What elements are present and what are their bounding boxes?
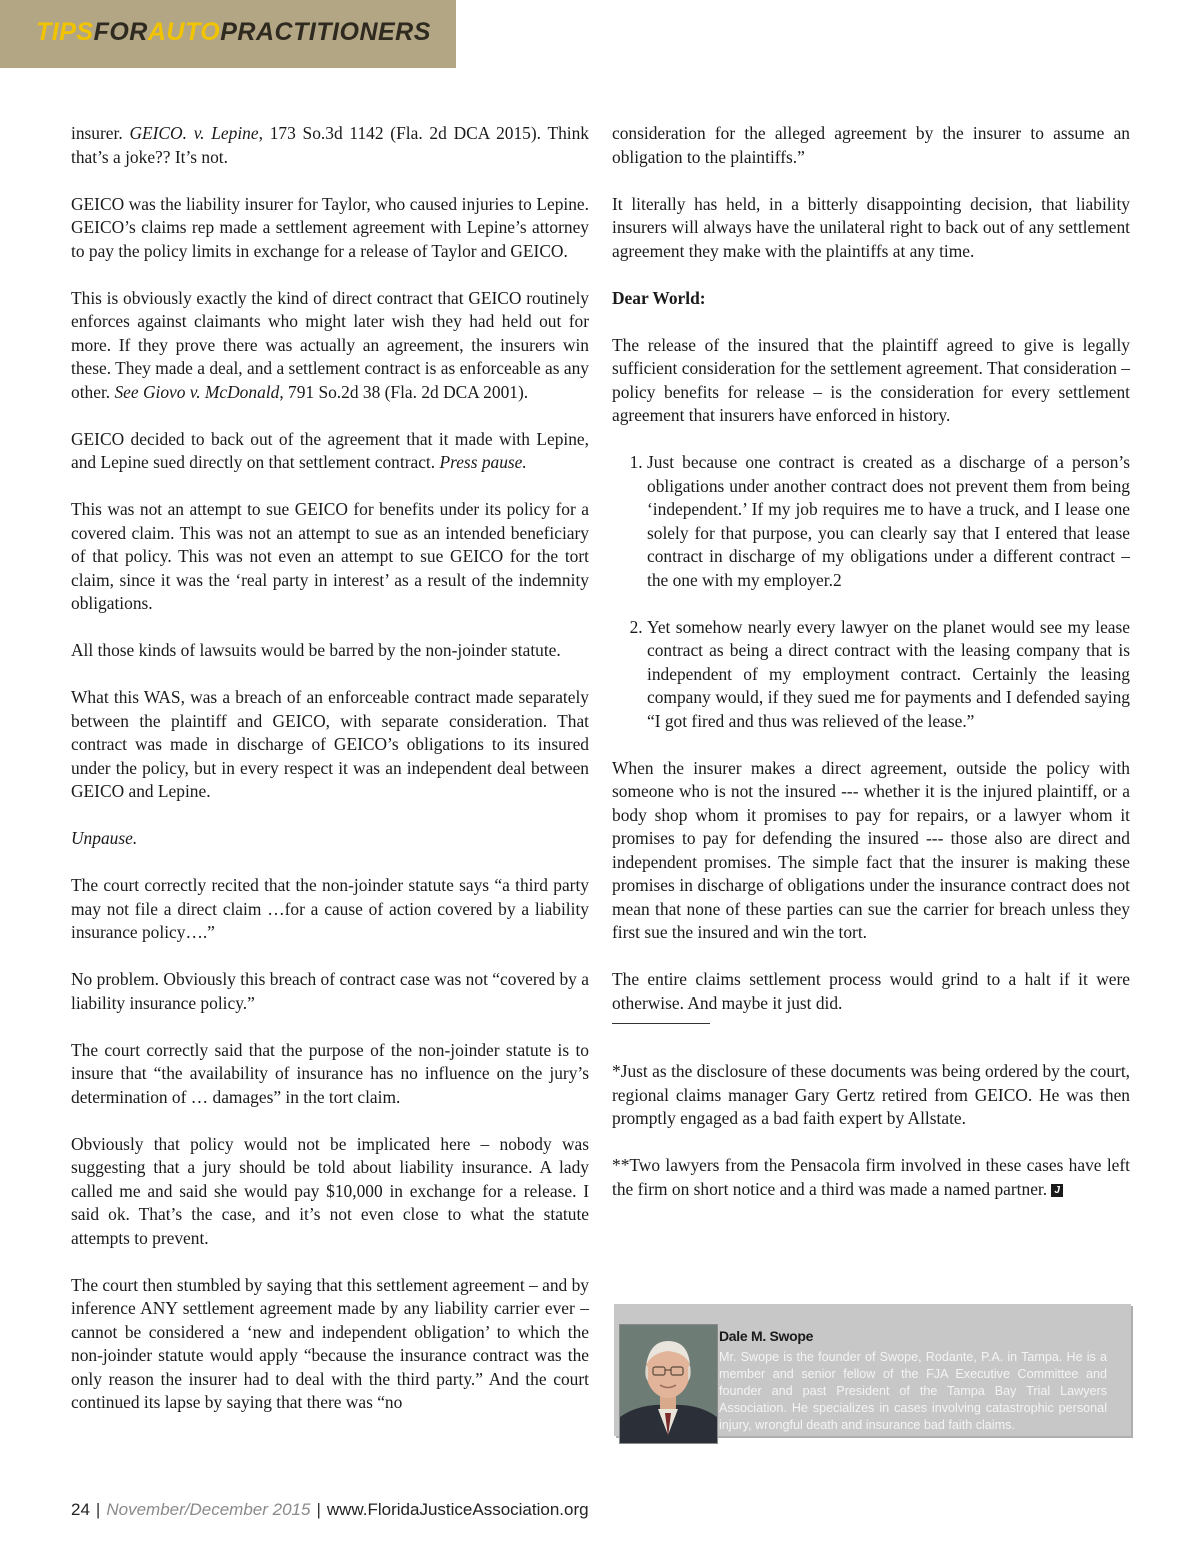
- paragraph: It literally has held, in a bitterly disappointing decision, that liability insurers will always have the unilateral right to back out of any settlement agreement they make with the plaintiffs at any time.: [612, 193, 1130, 261]
- paragraph: insurer. GEICO. v. Lepine, 173 So.3d 1142 (Fla. 2d DCA 2015). Think that’s a joke?? It’s not.: [71, 123, 590, 167]
- paragraph: No problem. Obviously this breach of contract case was not “covered by a liability insurance policy.”: [71, 969, 589, 1013]
- author-photo: [619, 1324, 718, 1444]
- section-banner: [0, 0, 456, 68]
- website-link[interactable]: www.FloridaJusticeAssociation.org: [326, 1500, 589, 1519]
- paragraph: The court correctly recited that the non-joinder statute says “a third party may not file a direct claim …for a cause of action covered by a liability insurance policy….”: [71, 875, 589, 942]
- author-description: Mr. Swope is the founder of Swope, Rodante, P.A. in Tampa. He is a member and senior fellow of the FJA Executive Committee and founder and past President of the Tampa Bay Trial Lawyers Association. He specializes in cases involving catastrophic personal injury, wrongful death and insurance bad faith claims.: [719, 1350, 1107, 1432]
- banner-word-tips: TIPS: [36, 18, 94, 46]
- paragraph: When the insurer makes a direct agreement, outside the policy with someone who is not the insured --- whether it is the injured plaintiff, or a body shop whom it promises to pay for repairs, or a lawyer whom it promises to pay for defending the insured --- those also are direct and independent promises. The simple fact that the insurer is making these promises in discharge of obligations under the insurance contract does not mean that none of these parties can sue the carrier for breach unless they first sue the insured and win the tort.: [612, 757, 1130, 942]
- author-name: Dale M. Swope: [719, 1328, 814, 1344]
- footnote: **Two lawyers from the Pensacola firm involved in these cases have left the firm on short notice and a third was made a named partner. J: [612, 1155, 1130, 1199]
- banner-word-for: FOR: [93, 18, 148, 46]
- banner-word-auto: AUTO: [147, 18, 221, 46]
- paragraph: The release of the insured that the plaintiff agreed to give is legally sufficient consideration for the settlement agreement. That consideration – policy benefits for release – is the consideration for every settlement agreement that insurers have enforced in history.: [612, 334, 1130, 425]
- footnote-divider: [612, 1023, 710, 1038]
- section-heading: Dear World:: [612, 287, 706, 308]
- right-column: [612, 122, 1130, 1201]
- paragraph: What this WAS, was a breach of an enforceable contract made separately between the plaintiff and GEICO, with separate consideration. That contract was made in discharge of GEICO’s obligations to its insured under the policy, but in every respect it was an independent deal between GEICO and Lepine.: [71, 687, 589, 801]
- paragraph: This was not an attempt to sue GEICO for benefits under its policy for a covered claim. This was not an attempt to sue as an intended beneficiary of that policy. This was not even an attempt to sue GEICO for the tort claim, since it was the ‘real party in interest’ as a result of the indemnity obligations.: [71, 499, 589, 613]
- page-footer: 24 | November/December 2015 | www.FloridaJusticeAssociation.org: [71, 1500, 589, 1519]
- paragraph: This is obviously exactly the kind of direct contract that GEICO routinely enforces against claimants who might later wish they had held out for more. If they prove there was actually an agreement, the insurers win these. They made a deal, and a settlement contract is as enforceable as any other. See Giovo v. McDonald, 791 So.2d 38 (Fla. 2d DCA 2001).: [71, 287, 589, 402]
- paragraph: Unpause.: [71, 828, 138, 848]
- section-title: [36, 18, 431, 47]
- paragraph: The court then stumbled by saying that this settlement agreement – and by inference ANY settlement agreement made by any liability carrier ever – cannot be considered a ‘new and independent obligation’ to which the non-joinder statute would apply “because the insurance contract was the only reason the insurer had to deal with the third party.” And the court continued its lapse by saying that there was “no: [71, 1274, 589, 1412]
- list-item: 1. Just because one contract is created as a discharge of a person’s obligations under another contract does not prevent them from being ‘independent.’ If my job requires me to have a truck, and I lease one solely for that purpose, you can clearly say that I entered that lease contract in discharge of my obligations under a different contract – the one with my employer.2: [647, 451, 1130, 592]
- end-of-article-icon: J: [1051, 1184, 1063, 1197]
- paragraph: GEICO was the liability insurer for Taylor, who caused injuries to Lepine. GEICO’s claims rep made a settlement agreement with Lepine’s attorney to pay the policy limits in exchange for a release of Taylor and GEICO.: [71, 193, 589, 261]
- paragraph: Obviously that policy would not be implicated here – nobody was suggesting that a jury should be told about liability insurance. A lady called me and said she would pay $10,000 in exchange for a release. I said ok. That’s the case, and it’s not even close to what the statute attempts to prevent.: [71, 1133, 589, 1248]
- list-item: 2. Yet somehow nearly every lawyer on the planet would see my lease contract as being a direct contract with the leasing company that is independent of my employment contract. Certainly the leasing company would, if they sued me for payments and I defended saying “I got fired and thus was relieved of the lease.”: [647, 616, 1130, 734]
- numbered-list: [612, 451, 1130, 733]
- paragraph: consideration for the alleged agreement by the insurer to assume an obligation to the plaintiffs.”: [612, 123, 1130, 167]
- paragraph: GEICO decided to back out of the agreement that it made with Lepine, and Lepine sued directly on that settlement contract. Press pause.: [71, 428, 589, 472]
- author-bio-box: [614, 1304, 1131, 1436]
- case-citation: See Giovo v. McDonald: [114, 381, 280, 402]
- issue-date: November/December 2015: [106, 1500, 311, 1519]
- banner-word-practitioners: PRACTITIONERS: [220, 18, 431, 46]
- author-portrait-icon: [620, 1325, 717, 1443]
- page-number: 24: [71, 1500, 90, 1519]
- paragraph: All those kinds of lawsuits would be barred by the non-joinder statute.: [71, 640, 561, 660]
- paragraph: The entire claims settlement process would grind to a halt if it were otherwise. And maybe it just did.: [612, 969, 1130, 1013]
- left-column: [71, 122, 589, 1415]
- case-citation: GEICO. v. Lepine: [129, 123, 259, 143]
- paragraph: The court correctly said that the purpose of the non-joinder statute is to insure that “the availability of insurance has no influence on the jury’s determination of … damages” in the tort claim.: [71, 1039, 589, 1107]
- footnote: *Just as the disclosure of these documents was being ordered by the court, regional claims manager Gary Gertz retired from GEICO. He was then promptly engaged as a bad faith expert by Allstate.: [612, 1061, 1130, 1128]
